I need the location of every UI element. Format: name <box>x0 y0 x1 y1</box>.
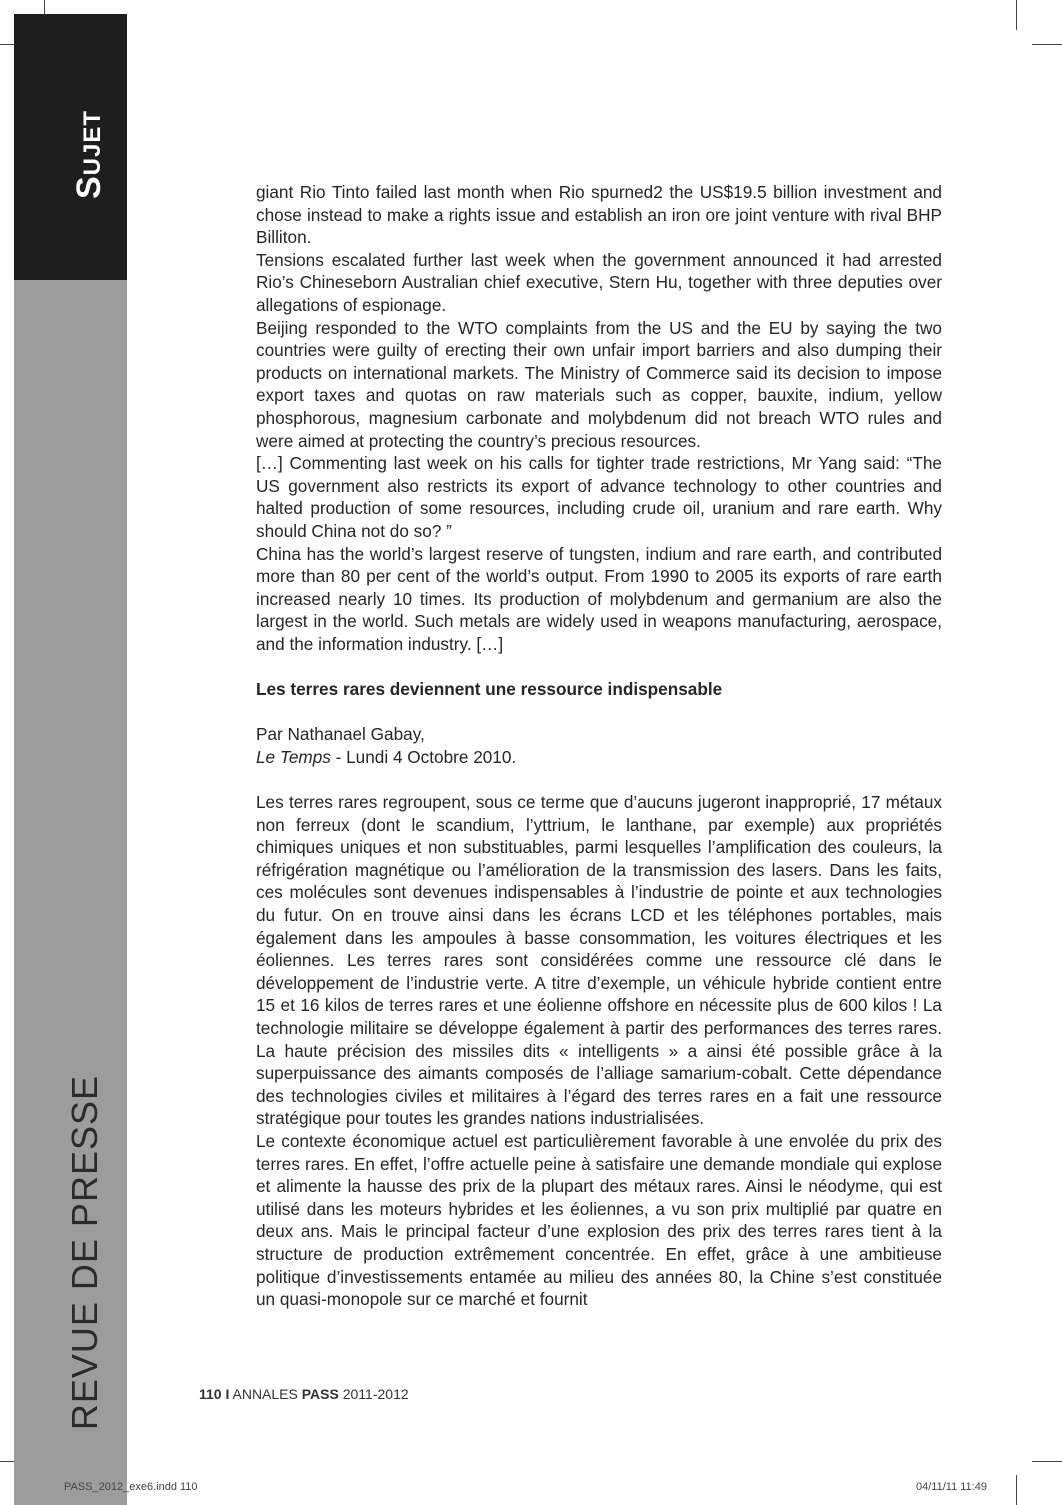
slug-datetime: 04/11/11 11:49 <box>916 1481 987 1493</box>
paragraph: Beijing responded to the WTO complaints from the US and the EU by saying the two countries were guilty of erecting their own unfair import barriers and also dumping their products on international markets. The Ministry of Commerce said its decision to impose export taxes and quotas on raw materials such as copper, bauxite, indium, yellow phosphorous, magnesium carbonate and molybdenum did not breach WTO rules and were aimed at protecting the country’s precious resources. <box>256 317 942 451</box>
article-body <box>256 181 942 1311</box>
byline-source: Le Temps <box>256 746 331 767</box>
paragraph: giant Rio Tinto failed last month when Rio spurned2 the US$19.5 billion investment and chose instead to make a rights issue and establish an iron ore joint venture with rival BHP Billiton. <box>256 182 942 248</box>
page-number: 110 <box>199 1386 222 1402</box>
paragraph: Tensions escalated further last week when the government announced it had arrested Rio’s Chineseborn Australian chief executive, Stern Hu, together with three deputies over allegations of espionage. <box>256 249 942 315</box>
paragraph: Le contexte économique actuel est particulièrement favorable à une envolée du prix des terres rares. En effet, l’offre actuelle peine à satisfaire une demande mondiale qui explose et alimente la hausse des prix de la plupart des métaux rares. Ainsi le néodyme, qui est utilisé dans les moteurs hybrides et les éoliennes, a vu son prix multiplié par quatre en deux ans. Mais le principal facteur d’une explosion des prix des terres rares tient à la structure de production extrêmement concentrée. En effet, grâce à une ambitieuse politique d’investissements entamée au milieu des années 80, la Chine s’est constituée un quasi-monopole sur ce marché et fournit <box>256 1130 942 1310</box>
byline-date: - Lundi 4 Octobre 2010. <box>330 746 517 767</box>
crop-mark <box>1032 1461 1062 1462</box>
byline-author: Par Nathanael Gabay, <box>256 724 425 745</box>
footer-years: 2011-2012 <box>342 1386 409 1402</box>
section-heading: Les terres rares deviennent une ressource indispensable <box>256 679 723 700</box>
paragraph: Les terres rares regroupent, sous ce terme que d’aucuns jugeront inapproprié, 17 métaux non ferreux (dont le scandium, l’yttrium, le lanthane, par exemple) aux propriétés chimiques uniques et non substituables, parmi lesquelles l’amplification des couleurs, la réfrigération magnétique ou l’amélioration de la transmission des lasers. Dans les faits, ces molécules sont devenues indispensables à l’industrie de pointe et aux technologies du futur. On en trouve ainsi dans les écrans LCD et les téléphones portables, mais également dans les ampoules à basse consommation, les voitures électriques et les éoliennes. Les terres rares sont considérées comme une ressource clé dans le développement de l’industrie verte. A titre d’exemple, un véhicule hybride contient entre 15 et 16 kilos de terres rares et une éolienne offshore en nécessite plus de 600 kilos ! La technologie militaire se développe également à partir des performances des terres rares. La haute précision des missiles dits « intelligents » a ainsi été possible grâce à la superpuissance des aimants composés de l’alliage samarium-cobalt. Cette dépendance des technologies civiles et militaires à l’égard des terres rares en a fait une ressource stratégique pour toutes les grandes nations industrialisées. <box>256 792 942 1129</box>
footer-separator: I <box>225 1386 230 1402</box>
slug-filename: PASS_2012_exe6.indd 110 <box>64 1481 198 1493</box>
crop-mark <box>1016 1475 1017 1505</box>
paragraph: […] Commenting last week on his calls for tighter trade restrictions, Mr Yang said: “The US government also restricts its export of advance technology to other countries and halted production of some resources, including crude oil, uranium and rare earth. Why should China not do so? ” <box>256 453 942 541</box>
paragraph: China has the world’s largest reserve of tungsten, indium and rare earth, and contributed more than 80 per cent of the world’s output. From 1990 to 2005 its exports of rare earth increased nearly 10 times. Its production of molybdenum and germanium are also the largest in the world. Such metals are widely used in weapons manufacturing, aerospace, and the information industry. […] <box>256 543 942 654</box>
spacer <box>256 701 942 724</box>
spacer <box>256 768 942 791</box>
spacer <box>256 655 942 678</box>
crop-mark <box>1016 0 1017 30</box>
footer-pass: PASS <box>301 1386 339 1402</box>
footer-annales: ANNALES <box>232 1386 298 1402</box>
section-label: Sujet <box>70 110 108 200</box>
vertical-title: REVUE DE PRESSE <box>64 1075 105 1431</box>
page-footer <box>199 1386 409 1402</box>
byline-source-line <box>256 746 942 769</box>
crop-mark <box>1032 44 1062 45</box>
